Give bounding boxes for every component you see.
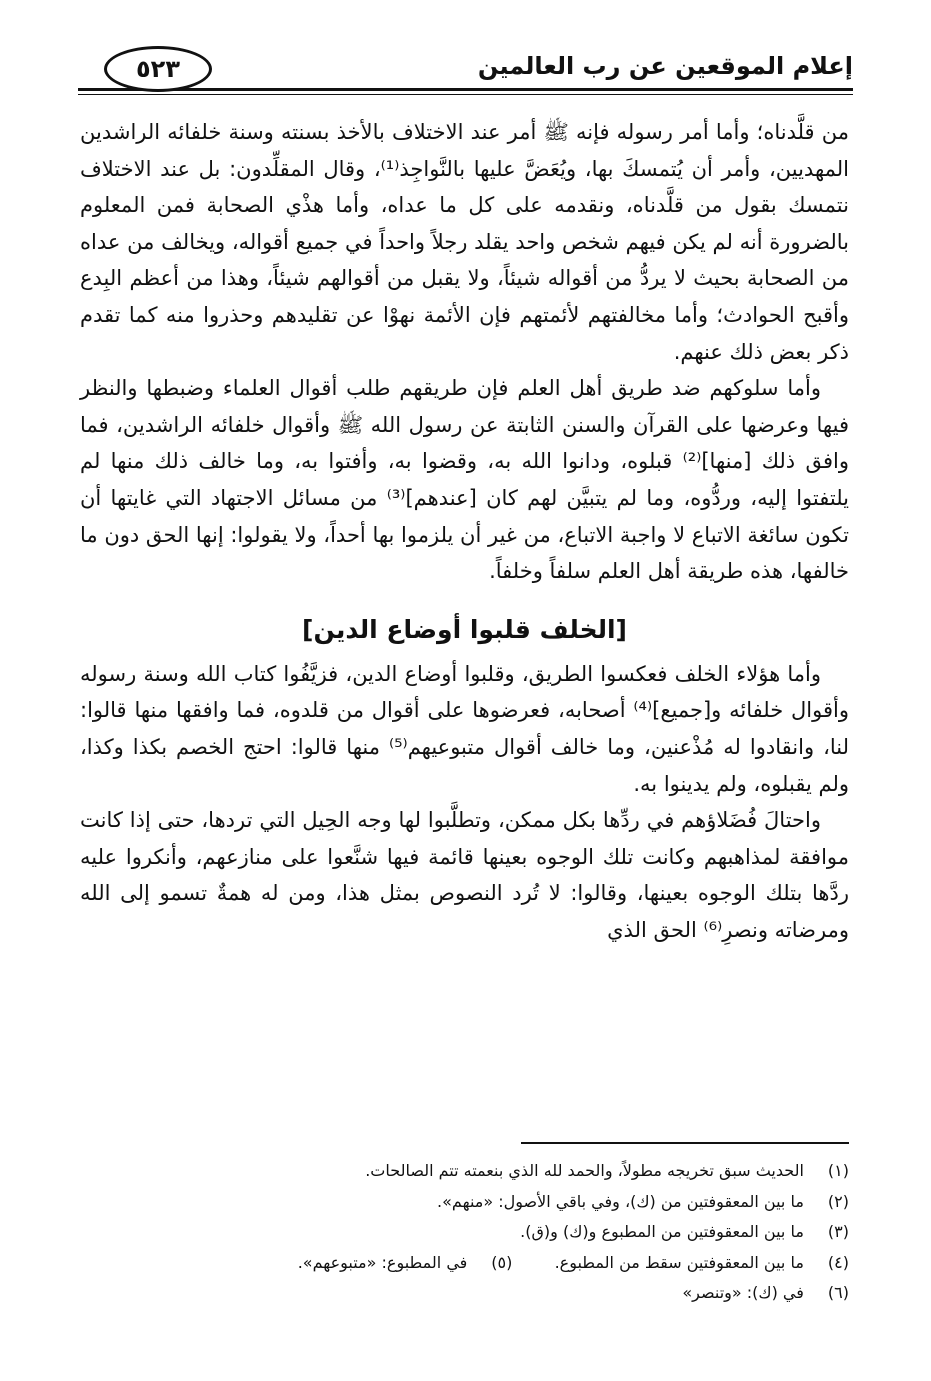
section-heading: [الخلف قلبوا أوضاع الدين] — [302, 614, 627, 644]
footnote — [80, 1187, 849, 1218]
footnote-text: في (ك): «وتنصر» — [682, 1283, 804, 1302]
page-number: ٥٢٣ — [104, 46, 212, 92]
footnote — [80, 1156, 849, 1187]
footnote-text: الحديث سبق تخريجه مطولاً، والحمد لله الذي بنعمته تتم الصالحات. — [365, 1161, 804, 1180]
footnotes — [80, 1156, 849, 1309]
main-text — [80, 114, 849, 948]
page-header — [78, 42, 853, 100]
paragraph: واحتالَ فُضَلاؤهم في ردِّها بكل ممكن، وتطلَّبوا لها وجه الحِيل التي تردها، حتى إذا كانت موافقة لمذاهبهم وكانت تلك الوجوه بعينها قائمة فيها شنَّعوا على منازعهم، وأنكروا عليه ردَّها بتلك الوجوه بعينها، وقالوا: لا تُرد النصوص بمثل هذا، ومن له همةٌ تسمو إلى الله ومرضاته ونصرِ⁽⁶⁾ الحق الذي — [80, 808, 849, 942]
footnote-number: (٦) — [827, 1283, 849, 1302]
running-title: إعلام الموقعين عن رب العالمين — [477, 52, 853, 80]
paragraph: وأما هؤلاء الخلف فعكسوا الطريق، وقلبوا أوضاع الدين، فزيَّفُوا كتاب الله وسنة رسوله وأقوال خلفائه و[جميع]⁽⁴⁾ أصحابه، فعرضوها على أقوال من قلدوه، فما وافقها منها قالوا: لنا، وانقادوا له مُذْعنين، وما خالف أقوال متبوعيهم⁽⁵⁾ منها قالوا: احتج الخصم بكذا وكذا، ولم يقبلوه، ولم يدينوا به. — [80, 661, 849, 796]
footnote-text: ما بين المعقوفتين من (ك)، وفي باقي الأصول: «منهم». — [437, 1191, 804, 1211]
footnote — [80, 1248, 849, 1279]
footnote-text: ما بين المعقوفتين سقط من المطبوع. — [554, 1252, 804, 1272]
footnote-text: ما بين المعقوفتين من المطبوع و(ك) و(ق). — [520, 1222, 804, 1241]
footnote — [80, 1217, 849, 1248]
header-rule-thin — [78, 94, 853, 95]
header-rule — [78, 88, 853, 91]
footnote-separator — [521, 1142, 849, 1144]
footnote-number: (٢) — [827, 1191, 849, 1211]
footnote-number: (١) — [827, 1161, 849, 1180]
footnote-number: (٥) — [491, 1252, 513, 1272]
footnote-number: (٤) — [827, 1252, 849, 1272]
paragraph: وأما سلوكهم ضد طريق أهل العلم فإن طريقهم طلب أقوال العلماء وضبطها والنظر فيها وعرضها على القرآن والسنن الثابتة عن رسول الله ﷺ وأقوال خلفائه الراشدين، فما وافق ذلك [منها]⁽²⁾ قبلوه، ودانوا الله به، وقضوا به، وأفتوا به، وما خالف ذلك منها لم يلتفتوا إليه، وردُّوه، وما لم يتبيَّن لهم كان [عندهم]⁽³⁾ من مسائل الاجتهاد التي غايتها أن تكون سائغة الاتباع لا واجبة الاتباع، من غير أن يلزموا بها أحداً، ولا يقولوا: إنها الحق دون ما خالفها، هذه طريقة أهل العلم سلفاً وخلفاً. — [80, 376, 849, 584]
footnote-text: في المطبوع: «متبوعهم». — [297, 1252, 468, 1272]
paragraph: من قلَّدناه؛ وأما أمر رسوله فإنه ﷺ أمر عند الاختلاف بالأخذ بسنته وسنة خلفائه الراشدين المهديين، وأمر أن يُتمسكَ بها، ويُعَضَّ عليها بالنَّواجِذ⁽¹⁾، وقال المقلِّدون: بل عند الاختلاف نتمسك بقول من قلَّدناه، ونقدمه على كل ما عداه، وأما هذْي الصحابة فمن المعلوم بالضرورة أنه لم يكن فيهم شخص واحد يقلد رجلاً واحداً في جميع أقواله، ويخالف من عداه من الصحابة بحيث لا يردُّ من أقواله شيئاً، ولا يقبل من أقوالهم شيئاً، وهذا من أعظم البِدع وأقبح الحوادث؛ وأما مخالفتهم لأئمتهم فإن الأئمة نهوْا عن تقليدهم وحذروا منه كما تقدم ذكر بعض ذلك عنهم. — [80, 120, 849, 364]
footnote-number: (٣) — [827, 1222, 849, 1241]
footnote — [80, 1278, 849, 1309]
